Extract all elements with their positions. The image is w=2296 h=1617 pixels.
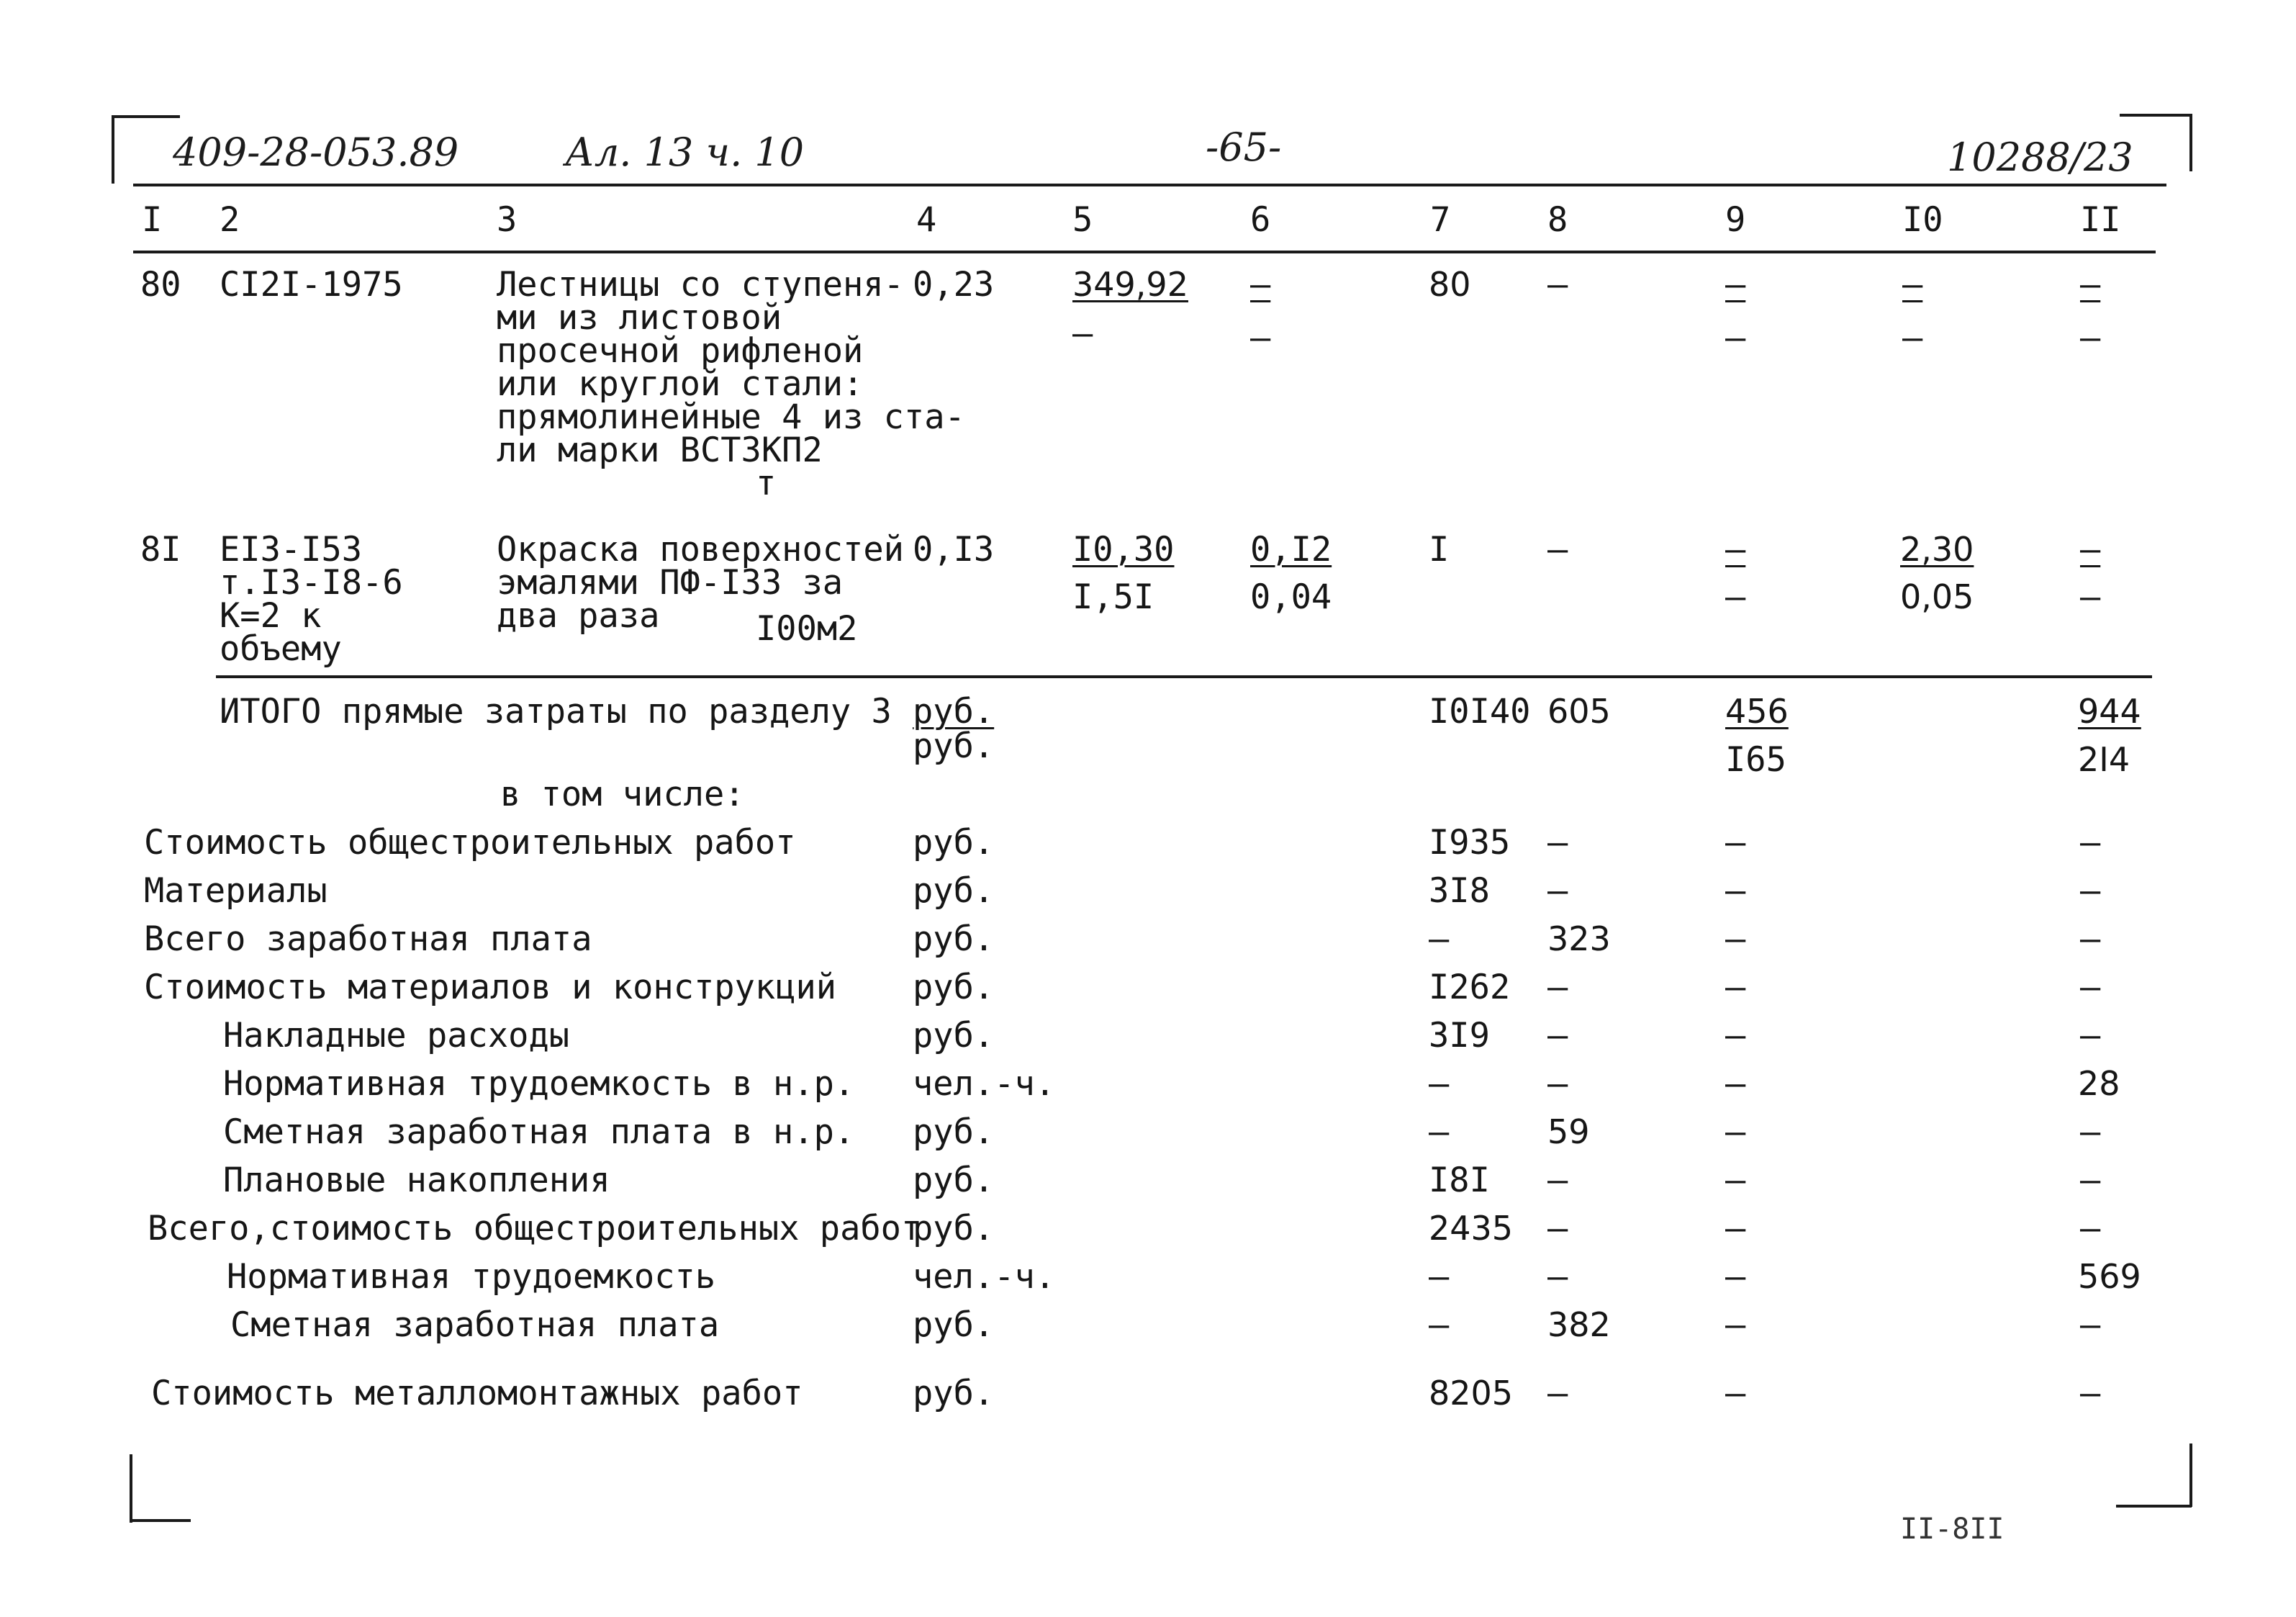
summary-col7: 8205 <box>1429 1374 1514 1413</box>
item-col5-bot: I,5I <box>1072 577 1154 617</box>
col-num-7: 7 <box>1430 200 1451 240</box>
summary-col9: – <box>1725 823 1746 862</box>
header-rule-bottom <box>133 251 2156 253</box>
summary-col8: 59 <box>1547 1112 1590 1151</box>
item-unit: т <box>756 464 777 503</box>
summary-col7: I262 <box>1429 968 1511 1007</box>
item-col8: – <box>1547 265 1568 305</box>
frame-corner-top-right-h <box>2120 114 2192 117</box>
summary-col8: 323 <box>1547 919 1611 958</box>
summary-col11: – <box>2080 1209 2101 1248</box>
item-desc-line-3: два раза <box>497 596 660 636</box>
item-col9-top: – <box>1725 265 1746 305</box>
col-num-10: I0 <box>1902 200 1943 240</box>
total-label: ИТОГО прямые затраты по разделу 3 <box>220 692 892 731</box>
col-num-11: II <box>2080 200 2121 240</box>
summary-label: Всего,стоимость общестроительных работ <box>148 1209 922 1248</box>
item-col8: – <box>1547 530 1568 569</box>
summary-unit: руб. <box>913 1374 995 1413</box>
summary-unit: руб. <box>913 871 995 911</box>
summary-col7: I935 <box>1429 823 1511 862</box>
item-code-line-1: EI3-I53 <box>220 530 363 569</box>
summary-col8: 382 <box>1547 1305 1611 1344</box>
summary-col11: – <box>2080 1161 2101 1200</box>
page-number: -65- <box>1206 125 1282 170</box>
summary-col9: – <box>1725 1305 1746 1345</box>
summary-col8: – <box>1547 1064 1568 1104</box>
item-col10-bot: 0,05 <box>1900 577 1974 616</box>
summary-col7: – <box>1429 1305 1450 1345</box>
total-unit-top: руб. <box>913 692 995 731</box>
summary-col11: – <box>2080 823 2101 862</box>
summary-unit: руб. <box>913 823 995 862</box>
summary-col9: – <box>1725 1209 1746 1248</box>
item-desc-line-6: ли марки ВСТ3КП2 <box>497 431 823 470</box>
item-col5-top: I0,30 <box>1072 530 1175 569</box>
summary-col8: – <box>1547 968 1568 1007</box>
frame-corner-bottom-left-v <box>130 1454 132 1523</box>
summary-col11: – <box>2080 1374 2101 1413</box>
item-col9-top: – <box>1725 530 1746 569</box>
frame-corner-top-left-h <box>112 115 180 118</box>
summary-col8: – <box>1547 1374 1568 1413</box>
total-col8: 605 <box>1547 692 1611 731</box>
item-col11-top: – <box>2080 530 2101 569</box>
summary-unit: руб. <box>913 1209 995 1248</box>
summary-col7: – <box>1429 919 1450 959</box>
frame-corner-bottom-left-h <box>130 1519 191 1522</box>
summary-unit: руб. <box>913 1112 995 1152</box>
sheet-ref: 10288/23 <box>1947 135 2133 180</box>
summary-unit: чел.-ч. <box>913 1064 1056 1104</box>
summary-col7: I8I <box>1429 1161 1490 1200</box>
summary-unit: руб. <box>913 968 995 1007</box>
summary-col9: – <box>1725 1064 1746 1104</box>
summary-label: Плановые накопления <box>223 1161 610 1200</box>
item-no: 80 <box>140 265 181 305</box>
total-rule <box>216 675 2152 678</box>
summary-col9: – <box>1725 1257 1746 1297</box>
summary-col7: – <box>1429 1257 1450 1297</box>
summary-unit: руб. <box>913 919 995 959</box>
summary-col11: – <box>2080 1305 2101 1345</box>
summary-col7: – <box>1429 1112 1450 1152</box>
summary-col11: 28 <box>2078 1064 2120 1103</box>
summary-col9: – <box>1725 1016 1746 1055</box>
item-col10-top: 2,30 <box>1900 530 1974 569</box>
summary-col7: 3I9 <box>1429 1016 1490 1055</box>
summary-label: Нормативная трудоемкость в н.р. <box>223 1064 855 1104</box>
summary-col8: – <box>1547 823 1568 862</box>
summary-unit: руб. <box>913 1305 995 1345</box>
total-col11-top: 944 <box>2078 692 2141 731</box>
summary-label: Сметная заработная плата в н.р. <box>223 1112 855 1152</box>
item-col9-bot: – <box>1725 318 1746 358</box>
item-col6-top: 0,I2 <box>1250 530 1332 569</box>
total-col7: I0I40 <box>1429 692 1531 731</box>
item-desc-line-2: эмалями ПФ-I33 за <box>497 563 844 603</box>
item-desc-line-5: прямолинейные 4 из ста- <box>497 397 965 437</box>
item-desc-line-3: просечной рифленой <box>497 331 864 371</box>
summary-col11: – <box>2080 968 2101 1007</box>
total-col9-top: 456 <box>1725 692 1789 731</box>
total-col11-bot: 2I4 <box>2078 740 2130 779</box>
summary-col11: – <box>2080 871 2101 911</box>
col-num-9: 9 <box>1725 200 1746 240</box>
summary-col8: – <box>1547 871 1568 911</box>
summary-label: Материалы <box>144 871 327 911</box>
summary-col8: – <box>1547 1016 1568 1055</box>
col-num-4: 4 <box>916 200 937 240</box>
item-col6-bot: 0,04 <box>1250 577 1332 617</box>
item-qty: 0,I3 <box>913 530 995 569</box>
item-code-line-3: К=2 к <box>220 596 322 636</box>
total-col9-bot: I65 <box>1725 740 1786 780</box>
summary-col8: – <box>1547 1161 1568 1200</box>
col-num-3: 3 <box>497 200 517 240</box>
item-col11-top: – <box>2080 265 2101 305</box>
summary-unit: руб. <box>913 1161 995 1200</box>
summary-col9: – <box>1725 968 1746 1007</box>
item-col5-bot: – <box>1072 314 1093 353</box>
summary-label: Стоимость общестроительных работ <box>144 823 796 862</box>
item-col5-top: 349,92 <box>1072 265 1188 304</box>
item-unit: I00м2 <box>756 609 858 649</box>
summary-col8: – <box>1547 1257 1568 1297</box>
summary-col8: – <box>1547 1209 1568 1248</box>
summary-col9: – <box>1725 1161 1746 1200</box>
item-col10-bot: – <box>1902 318 1923 358</box>
frame-corner-top-left-v <box>112 115 114 184</box>
item-desc-line-1: Окраска поверхностей <box>497 530 904 569</box>
summary-col9: – <box>1725 871 1746 911</box>
frame-corner-bottom-right-v <box>2189 1443 2192 1507</box>
col-num-1: I <box>142 200 163 240</box>
col-num-5: 5 <box>1072 200 1093 240</box>
summary-label: Нормативная трудоемкость <box>227 1257 716 1297</box>
summary-col7: 3I8 <box>1429 871 1490 911</box>
item-col11-bot: – <box>2080 318 2101 358</box>
col-num-8: 8 <box>1547 200 1568 240</box>
item-no: 8I <box>140 530 181 569</box>
summary-label: Сметная заработная плата <box>230 1305 720 1345</box>
item-col6-bot: – <box>1250 318 1271 358</box>
summary-col11: 569 <box>2078 1257 2141 1296</box>
footer-mark: II-8II <box>1900 1513 2005 1546</box>
including-label: в том числе: <box>500 775 745 814</box>
summary-col9: – <box>1725 1112 1746 1152</box>
summary-label: Накладные расходы <box>223 1016 570 1055</box>
item-col10-top: – <box>1902 265 1923 305</box>
header-rule-top <box>133 184 2166 186</box>
frame-corner-top-right-v <box>2189 114 2192 171</box>
album-ref: Ал. 13 ч. 10 <box>565 130 805 175</box>
item-qty: 0,23 <box>913 265 995 305</box>
col-num-6: 6 <box>1250 200 1271 240</box>
total-unit-bot: руб. <box>913 726 995 766</box>
summary-col11: – <box>2080 919 2101 959</box>
summary-col7: – <box>1429 1064 1450 1104</box>
summary-col9: – <box>1725 919 1746 959</box>
item-code-line-2: т.I3-I8-6 <box>220 563 403 603</box>
item-desc-line-1: Лестницы со ступеня- <box>497 265 904 305</box>
doc-code: 409-28-053.89 <box>173 130 459 175</box>
item-desc-line-4: или круглой стали: <box>497 364 864 404</box>
summary-label: Стоимость металломонтажных работ <box>151 1374 803 1413</box>
item-col7: I <box>1429 530 1450 569</box>
summary-col7: 2435 <box>1429 1209 1514 1248</box>
item-code: CI2I-1975 <box>220 265 403 305</box>
summary-unit: руб. <box>913 1016 995 1055</box>
item-code-line-4: объему <box>220 629 342 669</box>
item-col11-bot: – <box>2080 577 2101 617</box>
summary-col11: – <box>2080 1016 2101 1055</box>
item-col7: 80 <box>1429 265 1471 304</box>
summary-label: Стоимость материалов и конструкций <box>144 968 837 1007</box>
col-num-2: 2 <box>220 200 240 240</box>
summary-col11: – <box>2080 1112 2101 1152</box>
item-desc-line-2: ми из листовой <box>497 298 782 338</box>
summary-unit: чел.-ч. <box>913 1257 1056 1297</box>
summary-label: Всего заработная плата <box>144 919 592 959</box>
item-col6-top: – <box>1250 265 1271 305</box>
summary-col9: – <box>1725 1374 1746 1413</box>
frame-corner-bottom-right-h <box>2116 1505 2192 1508</box>
item-col9-bot: – <box>1725 577 1746 617</box>
